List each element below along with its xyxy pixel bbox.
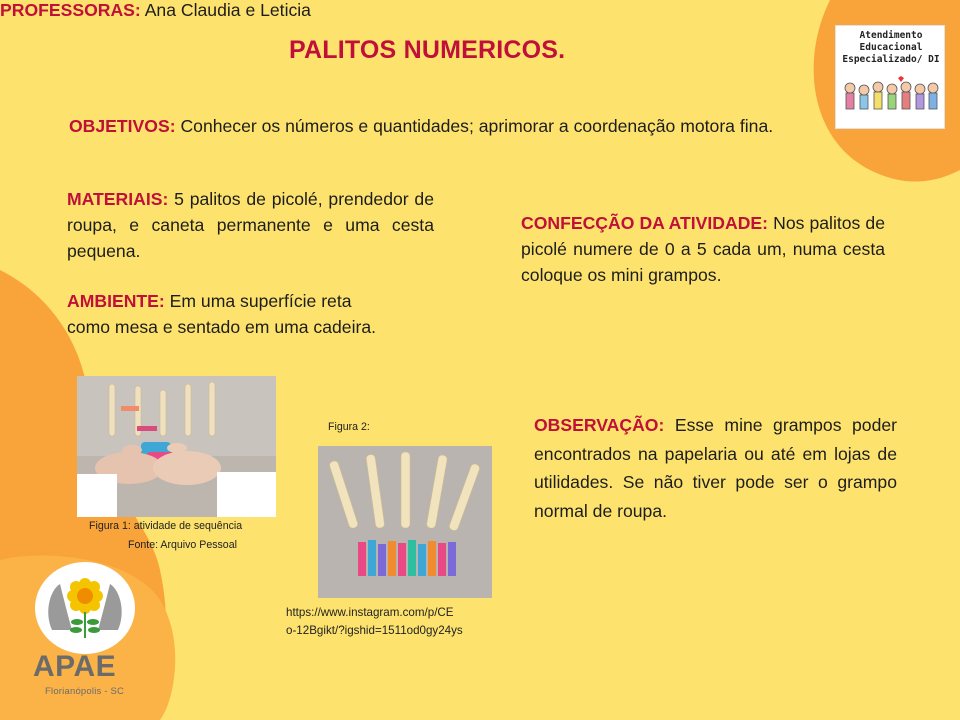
materiais-label: MATERIAIS:	[67, 189, 169, 209]
apae-city: Florianópolis - SC	[45, 686, 125, 697]
badge-line-2: Educacional	[859, 42, 923, 53]
ambiente-text: Em uma superfície reta como mesa e sentado em uma cadeira.	[67, 291, 377, 337]
link-line-2: o-12Bgikt/?igshid=1511od0gy24ys	[286, 624, 463, 637]
badge-line-1: Atendimento	[859, 30, 923, 41]
badge-text	[836, 30, 946, 66]
figura-2-source-link[interactable]	[286, 604, 463, 640]
confeccao-text: Nos palitos de picolé numere de 0 a 5 cada um, numa cesta coloque os mini grampos.	[521, 213, 885, 285]
confeccao-label: CONFECÇÃO DA ATIVIDADE:	[521, 213, 769, 233]
badge-line-3: Especializado/ DI	[842, 54, 940, 65]
figura-1-source: Fonte: Arquivo Pessoal	[128, 539, 237, 551]
materiais-text: 5 palitos de picolé, prendedor de roupa, e caneta permanente e uma cesta pequena.	[67, 189, 434, 261]
aee-badge	[835, 25, 945, 129]
objetivos-paragraph	[69, 113, 791, 139]
observacao-label: OBSERVAÇÃO:	[534, 415, 665, 435]
confeccao-paragraph	[521, 210, 885, 288]
children-illustration	[840, 76, 942, 126]
observacao-paragraph	[534, 411, 897, 525]
professoras-label: PROFESSORAS:	[0, 0, 141, 20]
ambiente-label: AMBIENTE:	[67, 291, 165, 311]
objetivos-label: OBJETIVOS:	[69, 116, 176, 136]
ambiente-paragraph	[67, 288, 397, 340]
page-title: PALITOS NUMERICOS.	[289, 36, 566, 64]
link-line-1: https://www.instagram.com/p/CE	[286, 606, 454, 619]
figura-1-caption: Figura 1: atividade de sequência	[89, 520, 243, 532]
materiais-paragraph	[67, 186, 434, 264]
figura-2-caption: Figura 2:	[328, 421, 370, 433]
observacao-text: Esse mine grampos poder encontrados na papelaria ou até em lojas de utilidades. Se não tiver pode ser o grampo normal de roupa.	[534, 415, 897, 521]
professoras-text: Ana Claudia e Leticia	[140, 0, 311, 20]
apae-wordmark: APAE	[33, 650, 117, 683]
figura-2-photo	[318, 446, 492, 598]
figura-1-photo	[77, 376, 276, 517]
objetivos-text: Conhecer os números e quantidades; aprimorar a coordenação motora fina.	[175, 116, 774, 136]
